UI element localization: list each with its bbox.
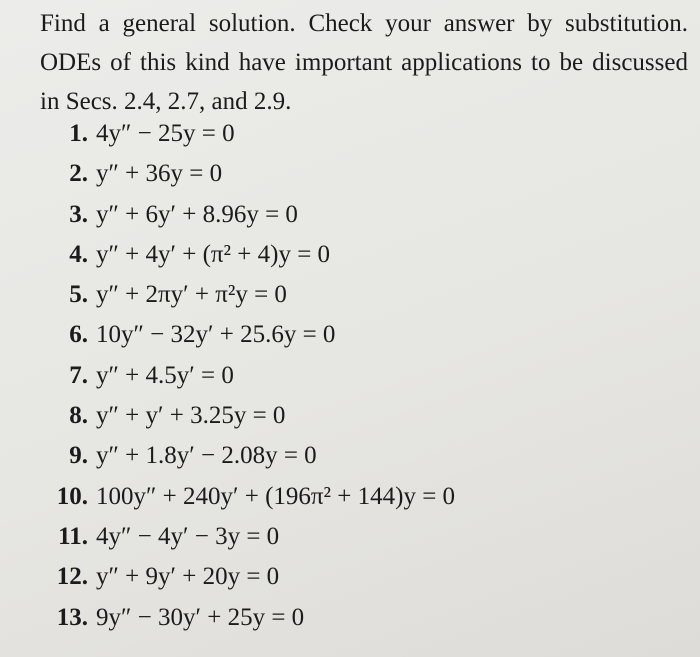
problem-set-instructions: Find a general solution. Check your answer by substitution. ODEs of this kind have important applications to be discussed in Secs. 2.4, 2.7, and 2.9. [40, 10, 688, 115]
problem-equation: y″ + 4.5y′ = 0 [96, 361, 234, 389]
problem-equation: 10y″ − 32y′ + 25.6y = 0 [96, 321, 336, 349]
problem-number: 10. [56, 482, 88, 510]
problem-item [0, 356, 700, 396]
problem-item [0, 315, 700, 355]
problem-number: 3. [69, 200, 88, 228]
problem-item [0, 154, 700, 194]
problem-item [0, 396, 700, 436]
problem-item [0, 195, 700, 235]
problem-number: 7. [69, 361, 88, 389]
problem-number: 2. [69, 160, 88, 188]
problem-number: 12. [56, 563, 88, 591]
problem-number: 1. [69, 120, 88, 147]
problem-list [0, 114, 700, 638]
problem-equation: y″ + 6y′ + 8.96y = 0 [96, 200, 298, 228]
problem-equation: 9y″ − 30y′ + 25y = 0 [96, 603, 305, 631]
problem-equation: y″ + y′ + 3.25y = 0 [96, 402, 286, 430]
problem-item [0, 557, 700, 597]
problem-equation: y″ + 9y′ + 20y = 0 [96, 563, 280, 591]
problem-equation: y″ + 2πy′ + π²y = 0 [96, 281, 287, 309]
problem-number: 9. [69, 442, 88, 470]
problem-number: 11. [58, 522, 88, 550]
problem-equation: y″ + 36y = 0 [96, 160, 223, 188]
problem-item [0, 436, 700, 476]
problem-number: 4. [69, 240, 88, 268]
problem-item [0, 235, 700, 275]
problem-item [0, 114, 700, 154]
problem-number: 6. [69, 321, 88, 349]
problem-number: 13. [56, 603, 88, 631]
problem-equation: 4y″ − 4y′ − 3y = 0 [96, 522, 280, 550]
problem-equation: 4y″ − 25y = 0 [96, 120, 235, 147]
problem-equation: y″ + 1.8y′ − 2.08y = 0 [96, 442, 317, 470]
problem-equation: y″ + 4y′ + (π² + 4)y = 0 [96, 240, 331, 268]
problem-item [0, 517, 700, 557]
problem-number: 5. [69, 281, 88, 309]
problem-item [0, 275, 700, 315]
problem-number: 8. [69, 402, 88, 430]
problem-item [0, 598, 700, 638]
problem-equation: 100y″ + 240y′ + (196π² + 144)y = 0 [96, 482, 456, 510]
problem-item [0, 477, 700, 517]
